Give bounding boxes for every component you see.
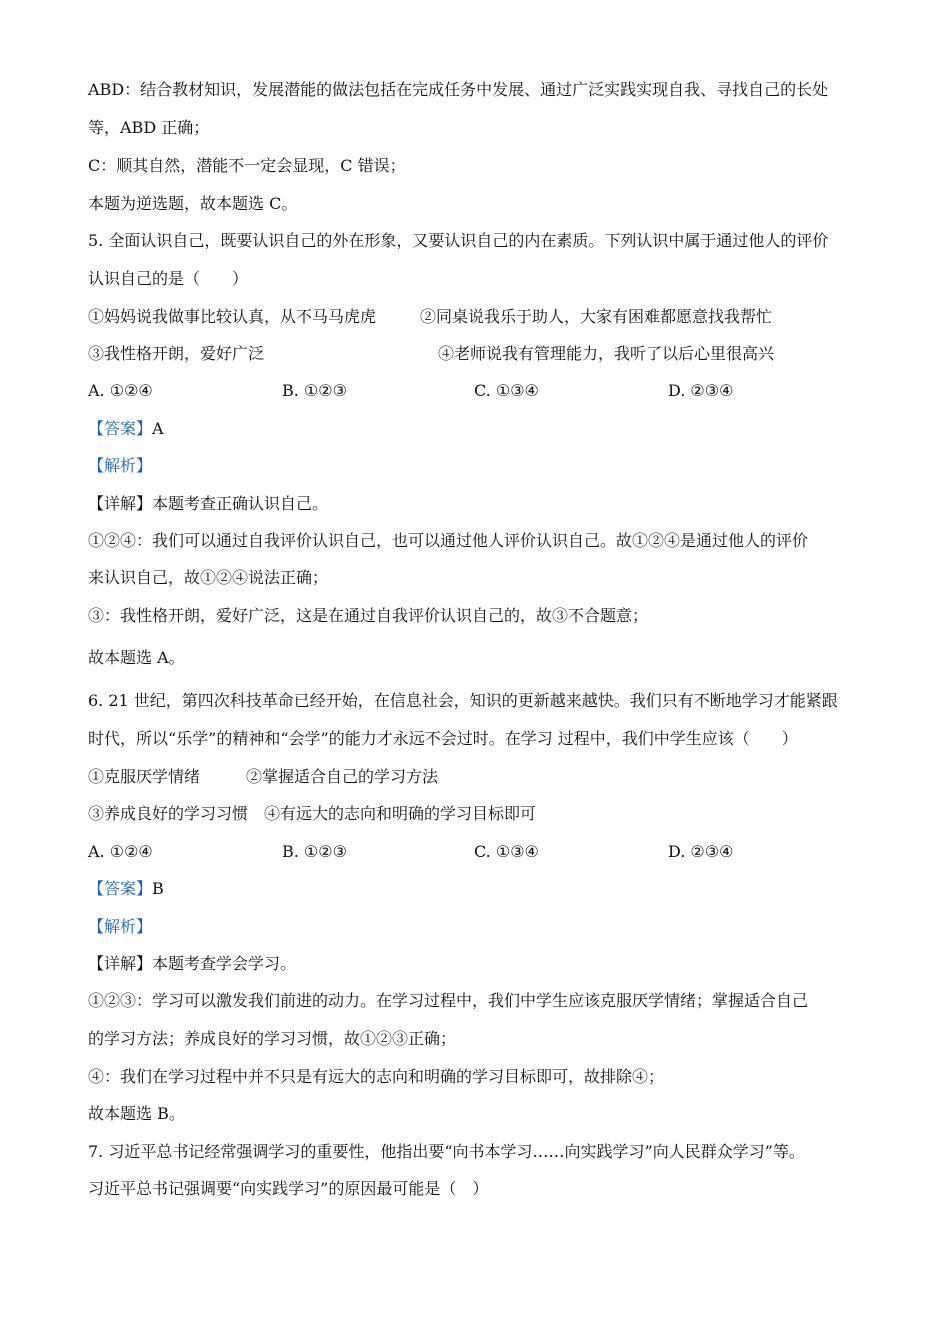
- q6-explanation-2: ④：我们在学习过程中并不只是有远大的志向和明确的学习目标即可，故排除④；: [88, 1067, 665, 1086]
- q6-explanation-1-line2: 的学习方法；养成良好的学习习惯，故①②③正确；: [88, 1029, 457, 1048]
- q6-option-c: C. ①③④: [474, 842, 539, 861]
- q6-analysis-heading: [88, 916, 152, 938]
- q5-answer: [88, 418, 164, 440]
- q6-detail: [88, 953, 296, 975]
- p4-analysis-abd-line2: 等，ABD 正确；: [88, 118, 210, 137]
- q7-stem-line2: 习近平总书记强调要“向实践学习”的原因最可能是（ ）: [88, 1179, 489, 1198]
- q5-detail: [88, 493, 328, 515]
- q7-stem-line1: 7. 习近平总书记经常强调学习的重要性，他指出要“向书本学习……向实践学习”向人民群众学习”等。: [88, 1142, 805, 1161]
- q5-detail-tag: 【详解】: [88, 494, 153, 513]
- q5-explanation-1-line1: ①②④：我们可以通过自我评价认识自己，也可以通过他人评价认识自己。故①②④是通过他人的评价: [88, 531, 809, 550]
- q5-item-3: ③我性格开朗，爱好广泛: [88, 344, 265, 363]
- q6-stem-line2: 时代，所以“乐学”的精神和“会学”的能力才永远不会过时。在学习 过程中，我们中学生应该（ ）: [88, 729, 798, 748]
- q6-items-3-4: ③养成良好的学习习惯 ④有远大的志向和明确的学习目标即可: [88, 804, 537, 823]
- q6-stem-line1: 6. 21 世纪，第四次科技革命已经开始，在信息社会，知识的更新越来越快。我们只有不断地学习才能紧跟: [88, 691, 838, 710]
- q5-item-2: ②同桌说我乐于助人，大家有困难都愿意找我帮忙: [420, 307, 773, 326]
- q6-option-a: A. ①②④: [88, 842, 153, 861]
- q6-explanation-1-line1: ①②③：学习可以激发我们前进的动力。在学习过程中，我们中学生应该克服厌学情绪；掌握适合自己: [88, 991, 809, 1010]
- q6-detail-tag: 【详解】: [88, 954, 153, 973]
- p4-conclusion: 本题为逆选题，故本题选 C。: [88, 194, 298, 213]
- q5-explanation-2: ③：我性格开朗，爱好广泛，这是在通过自我评价认识自己的，故③不合题意；: [88, 606, 649, 625]
- q5-item-1: ①妈妈说我做事比较认真，从不马马虎虎: [88, 307, 377, 326]
- q5-option-c: C. ①③④: [474, 381, 539, 400]
- q5-stem-line2: 认识自己的是（ ）: [88, 269, 249, 288]
- q6-item-2: ②掌握适合自己的学习方法: [246, 767, 439, 786]
- q5-stem-line1: 5. 全面认识自己，既要认识自己的外在形象，又要认识自己的内在素质。下列认识中属于通过他人的评价: [88, 231, 829, 250]
- q5-analysis-heading: [88, 455, 152, 477]
- q5-option-d: D. ②③④: [668, 381, 734, 400]
- q6-analysis-tag: 【解析】: [88, 917, 153, 936]
- q6-option-d: D. ②③④: [668, 842, 734, 861]
- q6-detail-text: 本题考查学会学习。: [152, 954, 297, 973]
- q5-detail-text: 本题考查正确认识自己。: [152, 494, 329, 513]
- q5-conclusion: 故本题选 A。: [88, 648, 185, 667]
- q6-item-1: ①克服厌学情绪: [88, 767, 201, 786]
- q5-option-b: B. ①②③: [282, 381, 347, 400]
- q6-conclusion: 故本题选 B。: [88, 1104, 185, 1123]
- q6-option-b: B. ①②③: [282, 842, 347, 861]
- q5-option-a: A. ①②④: [88, 381, 153, 400]
- q6-answer: [88, 878, 164, 900]
- q5-answer-tag: 【答案】: [88, 419, 153, 438]
- q5-analysis-tag: 【解析】: [88, 456, 153, 475]
- q6-answer-value: B: [152, 879, 164, 898]
- q5-answer-value: A: [152, 419, 164, 438]
- q6-answer-tag: 【答案】: [88, 879, 153, 898]
- p4-analysis-abd-line1: ABD：结合教材知识，发展潜能的做法包括在完成任务中发展、通过广泛实践实现自我、寻找自己的长处: [88, 80, 829, 99]
- q5-item-4: ④老师说我有管理能力，我听了以后心里很高兴: [438, 344, 775, 363]
- p4-analysis-c: C：顺其自然，潜能不一定会显现，C 错误；: [88, 156, 406, 175]
- q5-explanation-1-line2: 来认识自己，故①②④说法正确；: [88, 568, 329, 587]
